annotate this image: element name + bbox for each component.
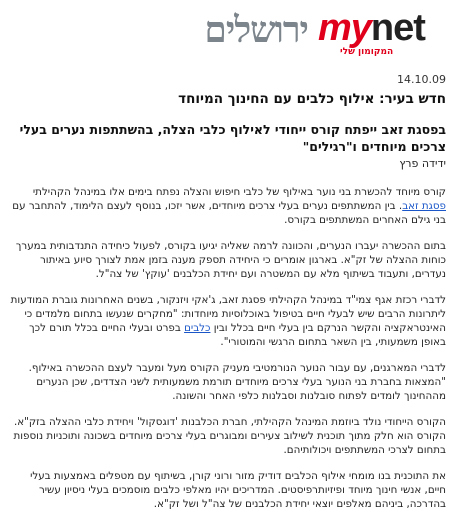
paragraph-3: לדברי רכזת אגף צמי"ד במינהל הקהילתי פסגת זאב, ג'אקי ויזנקור, בשנים האחרונות גוברת המודעות ליתרונות הרבים שיש לבעלי חיים בטיפול באוכלוסיות מיוחדות: "מחקרים שנעשו בתחום מלמדים כי האינטראקציה והקשר הנרקם בין בעלי חיים בכלל ובין כלבים בפרט ובעלי החיים בכלל תורם לכך באופן משמעותי, בין השאר בתחום הרגשי והמוטורי". <box>10 294 446 348</box>
article-title: חדש בעיר: אילוף כלבים עם החינוך המיוחד <box>178 91 446 107</box>
paragraph-5: הקורס הייחודי נולד ביוזמת המינהל הקהילתי, חברת הכלבנות 'דוגסקול' ויחידת כלבי ההצלה בזק"א. הקורס הוא חלק מתוך תוכנית לשילוב צעירים ומבוגרים בעלי צרכים מיוחדים בשכונה ותוכניות נוספות בתחום לצרכי המשתתפים ויכולותיהם. <box>13 416 446 456</box>
paragraph-6: את התוכנית בנו מומחי אילוף הכלבים דודיק מזור ורוני קורן, בשיתוף עם מטפלים באמצעות בעלי חיים, אנשי חינוך מיוחד ופיזיותרפיסטים. המדריכים יהיו מאלפי כלבים מוסמכים בעלי ניסיון עשיר בהדרכה, ביניהם מאלפים יוצאי יחידת הכלבנים של צה"ל ושל זק"א. <box>30 470 446 510</box>
article-author: ידידה פרץ <box>399 157 446 170</box>
paragraph-1: קורס מיוחד להכשרת בני נוער באילוף של כלבי חיפוש והצלה נפתח בימים אלו במינהל הקהילתי פסגת זאב. בין המשתתפים נערים בעלי צרכים מיוחדים, אשר יזכו, בנוסף לעצם הלימוד, להתחבר עם בני גילם האחרים המשתתפים בקורס. <box>12 186 446 226</box>
article-date: 14.10.09 <box>397 73 446 86</box>
article-subtitle: בפסגת זאב ייפתח קורס ייחודי לאילוף כלבי הצלה, בהשתתפות נערים בעלי צרכים מיוחדים ו"רגילים" <box>19 122 446 154</box>
paragraph-2: בתום ההכשרה יעברו הנערים, והכוונה לרמה שאליה יגיעו בקורס, לפעול כיחידה התנדבותית במערך כוחות ההצלה של זק"א. בארגון אומרים כי היחידה תספק מענה בזמן אמת לצורך סיוע באיתור נעדרים, ותעבוד בשיתוף מלא עם המשטרה ועם יחידת הכלבנים 'עוקץ' של צה"ל. <box>15 240 446 280</box>
link-dogs[interactable]: כלבים <box>184 322 211 334</box>
mynet-tagline: המקומון שלי <box>340 47 394 57</box>
article-body <box>10 90 446 523</box>
site-header <box>0 0 455 66</box>
link-pisgat-zeev[interactable]: פסגת זאב <box>402 200 446 212</box>
mynet-logo[interactable] <box>318 8 442 56</box>
city-logo[interactable]: ירושלים <box>204 9 308 51</box>
paragraph-4: לדברי המארגנים, עם עבור הנוער הנורמטיבי מעניק הקורס מעל ומעבר לעצם ההכשרה באילוף. "המצאות בחברת בני הנוער בעלי צרכים מיוחדים תורמת משמעותית לשני הצדדים, שכן הנערים מההחינוך לומדים לפתוח סובלנות וסבלנות כלפי האחר והשונה. <box>28 362 446 402</box>
mynet-wordmark: mynet <box>318 7 425 49</box>
